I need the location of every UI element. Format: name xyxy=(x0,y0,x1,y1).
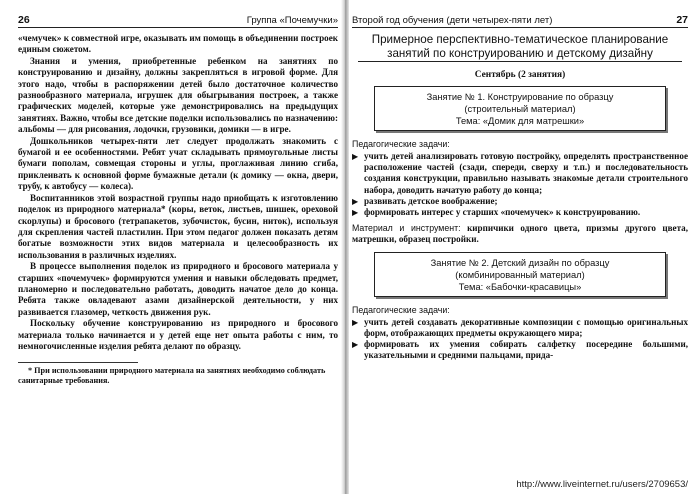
paragraph: Поскольку обучение конструированию из природного и бросового материала только начинается и у детей еще нет опыта работы с ним, то немногочисленные изделия ребята делают по образцу. xyxy=(18,318,338,351)
materials-text: кирпичики одного цвета, призмы другого цвета, матрешки, образец постройки. xyxy=(352,223,688,245)
book-gutter xyxy=(341,0,349,494)
tasks-list-1 xyxy=(352,151,688,218)
left-page-number: 26 xyxy=(18,14,30,26)
footnote-divider xyxy=(18,362,138,363)
plan-title xyxy=(352,33,688,62)
list-item: ▶ учить детей создавать декоративные композиции с помощью оригинальных форм, отображающих предметы окружающего мира; xyxy=(352,316,688,338)
left-running-title: Группа «Почемучки» xyxy=(246,15,338,26)
lesson-1-material: (строительный материал) xyxy=(464,104,576,114)
plan-title-line-2: занятий по конструированию и детскому дизайну xyxy=(387,47,653,60)
right-page xyxy=(352,14,688,484)
lesson-2-theme: Тема: «Бабочки-красавицы» xyxy=(458,281,582,292)
materials-line xyxy=(352,223,688,245)
materials-label: Материал и инструмент: xyxy=(352,223,461,234)
tasks-label: Педагогические задачи: xyxy=(352,139,450,149)
paragraph: В процессе выполнения поделок из природного и бросового материала у старших «почемучек» формируются умения и навыки обследовать предмет, планомерно и последовательно работать, доводить начатое дело до конца. Ребята также овладевают азами дизайнерской деятельности, у них развивается глазомер, четкость движения рук. xyxy=(18,261,338,317)
left-page xyxy=(18,14,338,484)
list-item: ▶ формировать интерес у старших «почемучек» к конструированию. xyxy=(352,207,641,218)
arrow-bullet-icon: ▶ xyxy=(352,196,359,206)
paragraph: Дошкольников четырех-пяти лет следует продолжать знакомить с бумагой и ее особенностями. Ребят учат складывать прямоугольные листы бумаги пополам, совмещая стороны и углы, проглаживая линию сгиба, приклеивать к основной форме бумажные детали (к домику — окна, двери, трубу, к автобусу — колеса). xyxy=(18,135,338,192)
list-item: ▶ формировать их умения собирать салфетку посередине большими, указательными и средними пальцами, прида- xyxy=(352,339,688,361)
list-item: ▶ учить детей анализировать готовую постройку, определять пространственное расположение частей (сзади, спереди, сверху и т.п.) и последовательность создания конструкции, правильно называть знакомые детали строительного набора, доводить начатую работу до конца; xyxy=(352,151,688,195)
lesson-1-box xyxy=(374,86,666,131)
arrow-bullet-icon: ▶ xyxy=(352,317,359,327)
right-page-number: 27 xyxy=(676,14,688,26)
tasks-label: Педагогические задачи: xyxy=(352,304,450,315)
arrow-bullet-icon: ▶ xyxy=(352,152,359,161)
paragraph: Воспитанников этой возрастной группы надо приобщать к изготовлению поделок из природного материала* (коры, веток, листьев, шишек, ореховой скорлупы) и бросового (тетрапакетов, зубочисток, бусин, ниток), используя для скрепления частей пластилин. При этом педагог должен показать детям богатые возможности этих видов материала и целесообразность их использования в различных изделиях. xyxy=(18,192,338,260)
plan-title-underline xyxy=(358,61,682,62)
lesson-2-title: Занятие № 2. Детский дизайн по образцу xyxy=(430,257,610,268)
plan-title-line-1: Примерное перспективно-тематическое планирование xyxy=(371,33,669,46)
lesson-2-box xyxy=(374,252,666,297)
lesson-1-title: Занятие № 1. Конструирование по образцу xyxy=(426,92,614,102)
list-item: ▶ развивать детское воображение; xyxy=(352,195,498,206)
right-running-title: Второй год обучения (дети четырех-пяти лет) xyxy=(352,15,553,26)
arrow-bullet-icon: ▶ xyxy=(352,208,359,218)
month-heading: Сентябрь (2 занятия) xyxy=(474,70,566,80)
arrow-bullet-icon: ▶ xyxy=(352,340,359,350)
tasks-list-2 xyxy=(352,317,688,362)
footnote: * При использовании природного материала на занятиях необходимо соблюдать санитарные требования. xyxy=(18,366,326,386)
paragraph: Знания и умения, приобретенные ребенком на занятиях по конструированию и дизайну, должны закрепляться в игровой форме. Для этого надо, чтобы в распоряжении детей было достаточное количество разнообразного материала, игрушек для обыгрывания построек, а также графических моделей, которые уже демонстрировались на предыдущих занятиях. Важно, чтобы все детские поделки использовались по назначению: альбомы — для рисования, лодочки, грузовики, домики — в игре. xyxy=(18,55,338,135)
right-running-head xyxy=(352,14,688,28)
watermark-url: http://www.liveinternet.ru/users/2709653/ xyxy=(516,479,688,490)
lesson-2-material: (комбинированный материал) xyxy=(455,269,585,280)
lesson-1-theme: Тема: «Домик для матрешки» xyxy=(455,116,585,126)
paragraph: «чемучек» к совместной игре, оказывать им помощь в объединении построек единым сюжетом. xyxy=(18,33,338,55)
left-running-head xyxy=(18,14,338,28)
